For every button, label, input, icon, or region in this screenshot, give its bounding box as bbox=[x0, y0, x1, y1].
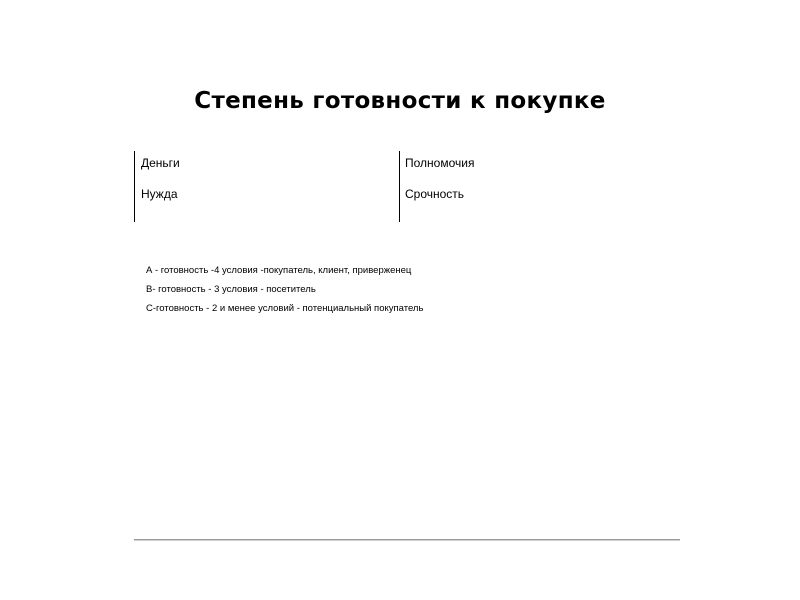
note-a: А - готовность -4 условия -покупатель, клиент, приверженец bbox=[146, 265, 412, 276]
note-b: В- готовность - 3 условия - посетитель bbox=[146, 284, 316, 295]
grid-divider-left bbox=[134, 151, 135, 222]
grid-cell-urgency: Срочность bbox=[405, 187, 465, 201]
grid-cell-money: Деньги bbox=[141, 156, 180, 170]
grid-cell-authority: Полномочия bbox=[405, 156, 475, 170]
grid-cell-need: Нужда bbox=[141, 187, 178, 201]
note-c: С-готовность - 2 и менее условий - потенциальный покупатель bbox=[146, 303, 424, 314]
grid-divider-right bbox=[399, 151, 400, 222]
page-title: Степень готовности к покупке bbox=[194, 88, 606, 114]
readiness-notes bbox=[146, 265, 423, 322]
bottom-divider bbox=[134, 539, 680, 541]
